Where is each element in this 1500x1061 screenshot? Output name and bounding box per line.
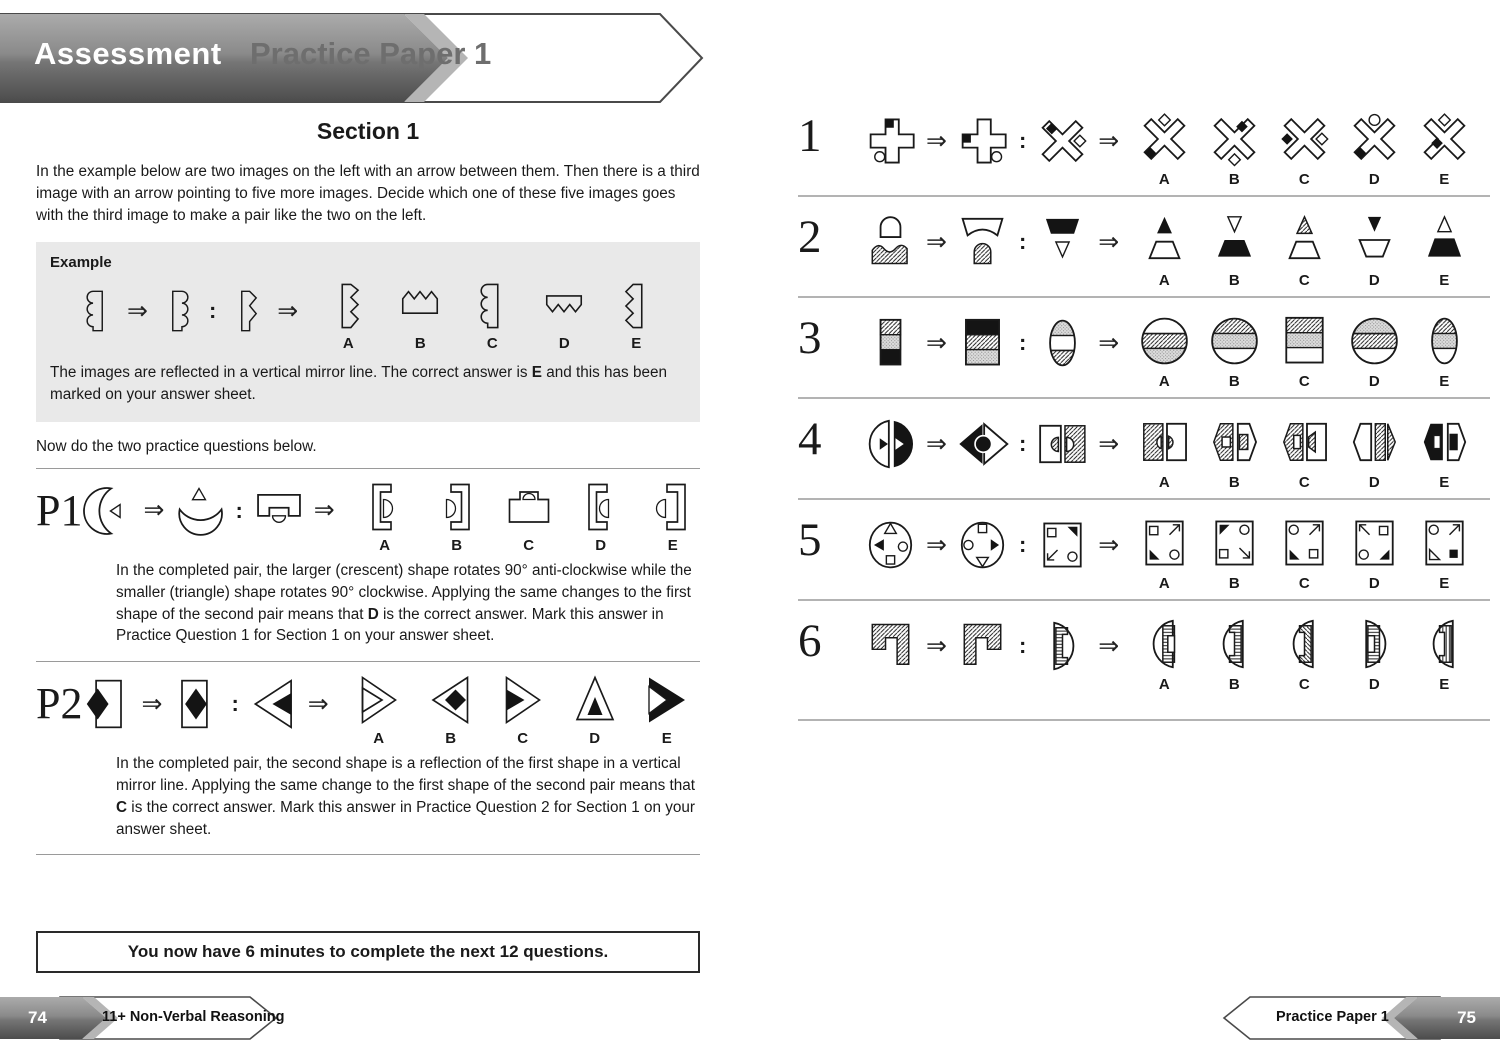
q3-stem-1-figure [864, 313, 917, 373]
option-letter: C [486, 335, 498, 353]
question-number: 1 [798, 110, 822, 162]
q4-option-d [1339, 412, 1409, 491]
p1-stem-1-figure [82, 482, 134, 540]
option-letter: C [1298, 575, 1310, 592]
question-6 [798, 601, 1490, 721]
explanation-text: is the correct answer. Mark this answer in Practice Question 1 for Section 1 on your answer sheet. [116, 605, 664, 645]
explanation-text: In the completed pair, the second shape is a reflection of the first shape in a vertical mirror line. Applying the same change to the first shape of the second pair means that [116, 755, 696, 794]
arrow-icon: ⇒ [141, 689, 163, 718]
q4-option-c-figure [1278, 412, 1331, 472]
example-option-c [456, 279, 528, 352]
p1-option-e-figure [649, 479, 697, 535]
p2-puzzle-row [36, 672, 700, 747]
divider [36, 854, 700, 855]
q3-option-c-figure [1278, 311, 1331, 371]
q4-option-c [1269, 412, 1339, 491]
arrow-icon: ⇒ [313, 496, 335, 525]
option-letter: C [1298, 373, 1310, 390]
q2-option-a [1129, 210, 1199, 289]
page-number: 74 [28, 1008, 47, 1027]
arrow-icon: ⇒ [1098, 227, 1120, 256]
example-options [312, 279, 672, 352]
question-3 [798, 298, 1490, 399]
p2-option-c [487, 672, 559, 747]
q3-option-c [1269, 311, 1339, 390]
left-footer-banner [0, 995, 300, 1041]
colon-separator: : [1018, 532, 1027, 557]
option-letter: D [1368, 676, 1380, 693]
q4-stem-3-figure [1036, 414, 1089, 474]
q4-option-e-figure [1418, 412, 1471, 472]
option-letter: A [373, 730, 385, 748]
q6-option-b-figure [1208, 614, 1261, 674]
q6-option-e [1409, 614, 1479, 693]
option-letter: C [1298, 474, 1310, 491]
example-option-d-figure [541, 279, 587, 333]
right-page-content [750, 0, 1500, 721]
p1-option-c [493, 479, 565, 554]
example-option-a-figure [325, 279, 371, 333]
p1-explanation [116, 560, 700, 647]
p2-stems [82, 672, 330, 736]
q1-option-b-figure [1208, 109, 1261, 169]
q6-option-d-figure [1348, 614, 1401, 674]
option-letter: D [1368, 171, 1380, 188]
p1-option-e [637, 479, 709, 554]
q6-option-c-figure [1278, 614, 1331, 674]
q5-stems [864, 513, 1121, 577]
example-box [36, 242, 700, 422]
q5-options [1129, 513, 1479, 592]
option-letter: A [1158, 676, 1170, 693]
q2-stem-2-figure [956, 212, 1009, 272]
p1-puzzle-row [36, 479, 700, 554]
option-letter: D [595, 536, 607, 554]
q3-option-b-figure [1208, 311, 1261, 371]
q1-option-d-figure [1348, 109, 1401, 169]
example-stem-2-figure [157, 286, 199, 336]
q1-option-c [1269, 109, 1339, 188]
answer-letter: E [531, 364, 542, 382]
p2-option-b-figure [427, 672, 475, 728]
q2-option-d-figure [1348, 210, 1401, 270]
option-letter: B [1228, 272, 1240, 289]
q4-stems [864, 412, 1121, 476]
option-letter: A [1158, 373, 1170, 390]
option-letter: D [1368, 575, 1380, 592]
section-label: Practice Paper 1 [1276, 1009, 1389, 1025]
q5-stem-2-figure [956, 515, 1009, 575]
q3-option-e [1409, 311, 1479, 390]
arrow-icon: ⇒ [1098, 530, 1120, 559]
option-letter: E [1439, 171, 1450, 188]
q6-option-c [1269, 614, 1339, 693]
option-letter: A [1158, 171, 1170, 188]
q3-option-e-figure [1418, 311, 1471, 371]
arrow-icon: ⇒ [1098, 126, 1120, 155]
example-option-e-figure [613, 279, 659, 333]
section-heading: Section 1 [316, 118, 420, 144]
colon-separator: : [1018, 633, 1027, 658]
p2-stem-3-figure [249, 676, 299, 732]
q3-option-b [1199, 311, 1269, 390]
colon-separator: : [208, 298, 217, 324]
practice-note: Now do the two practice questions below. [36, 437, 317, 455]
option-letter: A [379, 536, 391, 554]
q3-options [1129, 311, 1479, 390]
question-5 [798, 500, 1490, 601]
example-stem-1-figure [76, 286, 118, 336]
p2-option-e-figure [643, 672, 691, 728]
q3-option-a [1129, 311, 1199, 390]
q1-option-e [1409, 109, 1479, 188]
option-letter: A [1158, 272, 1170, 289]
p1-option-d-figure [577, 479, 625, 535]
example-option-d [528, 279, 600, 352]
p1-option-b-figure [433, 479, 481, 535]
answer-letter: D [367, 605, 379, 623]
arrow-icon: ⇒ [277, 296, 299, 325]
q6-stems [864, 614, 1121, 678]
example-stems [76, 279, 300, 343]
p1-option-c-figure [505, 479, 553, 535]
arrow-icon: ⇒ [143, 496, 165, 525]
explanation-text: The images are reflected in a vertical mirror line. The correct answer is [50, 364, 532, 382]
q2-option-c-figure [1278, 210, 1331, 270]
q2-option-b [1199, 210, 1269, 289]
question-number: 3 [798, 312, 822, 364]
question-1 [798, 96, 1490, 197]
colon-separator: : [1018, 128, 1027, 153]
q4-option-a [1129, 412, 1199, 491]
q6-options [1129, 614, 1479, 693]
arrow-icon: ⇒ [127, 296, 148, 325]
book-title: 11+ Non-Verbal Reasoning [102, 1009, 285, 1025]
option-letter: C [1298, 272, 1310, 289]
q1-options [1129, 109, 1479, 188]
option-letter: D [558, 335, 570, 353]
timer-instruction-box: You now have 6 minutes to complete the next 12 questions. [36, 931, 700, 973]
p1-stems [82, 479, 336, 543]
q1-stem-1-figure [864, 111, 917, 171]
q1-option-a [1129, 109, 1199, 188]
q5-option-d-figure [1348, 513, 1401, 573]
option-letter: C [1298, 676, 1310, 693]
q2-stem-1-figure [864, 212, 917, 272]
example-stem-3-figure [226, 286, 268, 336]
right-footer-banner [1200, 995, 1500, 1041]
question-4 [798, 399, 1490, 500]
option-letter: C [1298, 171, 1310, 188]
p2-stem-2-figure [171, 676, 221, 732]
q4-stem-2-figure [956, 414, 1009, 474]
p2-option-a [343, 672, 415, 747]
q3-option-d-figure [1348, 311, 1401, 371]
q5-option-a [1129, 513, 1199, 592]
colon-separator: : [231, 691, 239, 717]
q2-options [1129, 210, 1479, 289]
option-letter: A [1158, 575, 1170, 592]
option-letter: B [445, 730, 457, 748]
p1-option-a [349, 479, 421, 554]
q1-option-c-figure [1278, 109, 1331, 169]
q5-option-a-figure [1138, 513, 1191, 573]
p1-options [349, 479, 709, 554]
p1-label: P1 [36, 485, 83, 535]
arrow-icon: ⇒ [926, 328, 947, 357]
option-letter: E [1439, 373, 1450, 390]
example-explanation [50, 362, 686, 406]
q2-stems [864, 210, 1121, 274]
option-letter: B [451, 536, 463, 554]
q4-option-d-figure [1348, 412, 1401, 472]
arrow-icon: ⇒ [1098, 631, 1120, 660]
q1-stem-3-figure [1036, 111, 1089, 171]
q5-option-c [1269, 513, 1339, 592]
example-option-b-figure [397, 279, 443, 333]
q5-option-d [1339, 513, 1409, 592]
option-letter: A [342, 335, 354, 353]
question-2 [798, 197, 1490, 298]
option-letter: E [1439, 575, 1450, 592]
q5-option-b [1199, 513, 1269, 592]
colon-separator: : [1018, 330, 1027, 355]
intro-paragraph: In the example below are two images on the left with an arrow between them. Then there is a third image with an arrow pointing to five more images. Decide which one of these five images goes with the third image to make a pair like the two on the left. [36, 163, 700, 224]
arrow-icon: ⇒ [926, 429, 947, 458]
arrow-icon: ⇒ [926, 530, 947, 559]
explanation-text: and this has been marked on your answer sheet. [50, 364, 667, 404]
example-option-e [600, 279, 672, 352]
option-letter: E [667, 536, 678, 554]
explanation-text: is the correct answer. Mark this answer in Practice Question 2 for Section 1 on your answer sheet. [116, 798, 695, 838]
q2-option-d [1339, 210, 1409, 289]
arrow-icon: ⇒ [926, 227, 947, 256]
option-letter: B [1228, 676, 1240, 693]
option-letter: D [1368, 373, 1380, 390]
option-letter: B [414, 335, 426, 353]
colon-separator: : [235, 497, 243, 523]
q1-option-b [1199, 109, 1269, 188]
p2-option-b [415, 672, 487, 747]
left-page-content [0, 0, 750, 855]
option-letter: E [631, 335, 642, 353]
q3-option-d [1339, 311, 1409, 390]
example-option-c-figure [469, 279, 515, 333]
arrow-icon: ⇒ [1098, 328, 1120, 357]
option-letter: C [517, 730, 529, 748]
option-letter: B [1228, 575, 1240, 592]
q1-option-d [1339, 109, 1409, 188]
q6-option-d [1339, 614, 1409, 693]
option-letter: B [1228, 171, 1240, 188]
q6-option-e-figure [1418, 614, 1471, 674]
p2-option-e [631, 672, 703, 747]
q2-option-b-figure [1208, 210, 1261, 270]
q2-option-a-figure [1138, 210, 1191, 270]
arrow-icon: ⇒ [1098, 429, 1120, 458]
option-letter: E [661, 730, 672, 748]
q6-option-a [1129, 614, 1199, 693]
option-letter: B [1228, 373, 1240, 390]
q3-stem-3-figure [1036, 313, 1089, 373]
p1-option-b [421, 479, 493, 554]
q5-stem-3-figure [1036, 515, 1089, 575]
q3-stem-2-figure [956, 313, 1009, 373]
q4-option-e [1409, 412, 1479, 491]
q2-option-e [1409, 210, 1479, 289]
arrow-icon: ⇒ [926, 631, 947, 660]
colon-separator: : [1018, 431, 1027, 456]
q6-stem-1-figure [864, 616, 917, 676]
option-letter: D [1368, 474, 1380, 491]
option-letter: E [1439, 272, 1450, 289]
q6-stem-2-figure [956, 616, 1009, 676]
arrow-icon: ⇒ [307, 689, 329, 718]
q5-option-e [1409, 513, 1479, 592]
option-letter: D [589, 730, 601, 748]
q5-stem-1-figure [864, 515, 917, 575]
q4-option-a-figure [1138, 412, 1191, 472]
example-option-b [384, 279, 456, 352]
p1-stem-3-figure [253, 482, 305, 540]
p2-option-c-figure [499, 672, 547, 728]
option-letter: B [1228, 474, 1240, 491]
q6-stem-3-figure [1036, 616, 1089, 676]
banner-title: Practice Paper 1 [250, 36, 492, 71]
p1-stem-2-figure [173, 482, 225, 540]
q3-stems [864, 311, 1121, 375]
practice-question-2 [36, 662, 700, 854]
option-letter: C [523, 536, 535, 554]
example-label: Example [50, 254, 112, 272]
q5-option-c-figure [1278, 513, 1331, 573]
q4-stem-1-figure [864, 414, 917, 474]
p2-explanation [116, 753, 700, 840]
q5-option-e-figure [1418, 513, 1471, 573]
p2-stem-1-figure [82, 676, 132, 732]
option-letter: E [1439, 474, 1450, 491]
p2-label: P2 [36, 679, 83, 729]
q4-option-b [1199, 412, 1269, 491]
q5-option-b-figure [1208, 513, 1261, 573]
p2-option-d-figure [571, 672, 619, 728]
q1-stem-2-figure [956, 111, 1009, 171]
option-letter: E [1439, 676, 1450, 693]
p2-option-a-figure [355, 672, 403, 728]
q2-stem-3-figure [1036, 212, 1089, 272]
q2-option-e-figure [1418, 210, 1471, 270]
explanation-text: In the completed pair, the larger (crescent) shape rotates 90° anti-clockwise while the smaller (triangle) shape rotates 90° clockwise. Applying the same changes to the first shape of the second pair means that [116, 561, 692, 623]
header-banner [0, 12, 706, 104]
q1-option-e-figure [1418, 109, 1471, 169]
question-number: 4 [798, 413, 822, 465]
arrow-icon: ⇒ [926, 126, 947, 155]
q6-option-b [1199, 614, 1269, 693]
q1-stems [864, 109, 1121, 173]
q3-option-a-figure [1138, 311, 1191, 371]
q4-option-b-figure [1208, 412, 1261, 472]
q1-option-a-figure [1138, 109, 1191, 169]
page-number: 75 [1457, 1008, 1476, 1027]
question-number: 5 [798, 514, 822, 566]
practice-question-1 [36, 469, 700, 661]
q6-option-a-figure [1138, 614, 1191, 674]
page-right [750, 0, 1500, 1061]
colon-separator: : [1018, 229, 1027, 254]
q2-option-c [1269, 210, 1339, 289]
question-number: 2 [798, 211, 822, 263]
answer-letter: C [116, 798, 128, 816]
q4-options [1129, 412, 1479, 491]
p2-option-d [559, 672, 631, 747]
p1-option-d [565, 479, 637, 554]
example-puzzle-row [76, 279, 686, 352]
p2-options [343, 672, 703, 747]
option-letter: D [1368, 272, 1380, 289]
option-letter: A [1158, 474, 1170, 491]
p1-option-a-figure [361, 479, 409, 535]
banner-category: Assessment [34, 36, 222, 71]
example-option-a [312, 279, 384, 352]
question-number: 6 [798, 615, 822, 667]
